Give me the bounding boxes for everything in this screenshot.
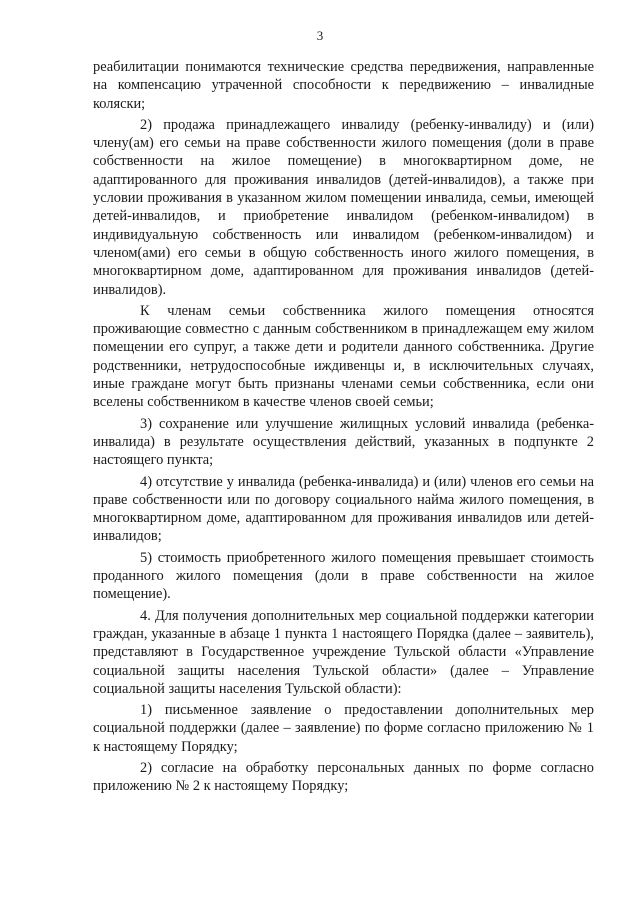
paragraph-subitem-1: 1) письменное заявление о предоставлении дополнительных мер социальной поддержки (далее – заявление) по форме согласно приложению № 1 к настоящему Порядку; bbox=[93, 702, 594, 755]
paragraph-item-4: 4) отсутствие у инвалида (ребенка-инвалида) и (или) членов его семьи на праве собственности или по договору социального найма жилого помещения, в многоквартирном доме, адаптированном для проживания инвалидов или детей-инвалидов; bbox=[93, 473, 594, 545]
paragraph-continuation: реабилитации понимаются технические средства передвижения, направленные на компенсацию утраченной способности к передвижению – инвалидные коляски; bbox=[93, 59, 594, 112]
paragraph-subitem-2: 2) согласие на обработку персональных данных по форме согласно приложению № 2 к настоящему Порядку; bbox=[93, 759, 594, 795]
paragraph-item-2: 2) продажа принадлежащего инвалиду (ребенку-инвалиду) и (или) члену(ам) его семьи на праве собственности жилого помещения (доли в праве собственности на жилое помещение) в многоквартирном доме, не адаптированного для проживания инвалидов (детей-инвалидов), а также при условии проживания в указанном жилом помещении инвалида, семьи, имеющей детей-инвалидов, и приобретение инвалидом (ребенком-инвалидом) в индивидуальную собственность или инвалидом (ребенком-инвалидом) и членом(ами) его семьи в общую собственность иного жилого помещения, в многоквартирном доме, адаптированном для проживания инвалидов (детей-инвалидов). bbox=[93, 116, 594, 298]
paragraph-item-3: 3) сохранение или улучшение жилищных условий инвалида (ребенка-инвалида) в результате осуществления действий, указанных в подпункте 2 настоящего пункта; bbox=[93, 415, 594, 469]
document-body bbox=[93, 58, 594, 796]
paragraph-item-5: 5) стоимость приобретенного жилого помещения превышает стоимость проданного жилого помещения (доли в праве собственности на жилое помещение). bbox=[93, 549, 594, 603]
page-number: 3 bbox=[316, 28, 324, 43]
paragraph-family-members: К членам семьи собственника жилого помещения относятся проживающие совместно с данным собственником в принадлежащем ему жилом помещении его супруг, а также дети и родители данного собственника. Другие родственники, нетрудоспособные иждивенцы и, в исключительных случаях, иные граждане могут быть признаны членами семьи собственника, если они вселены собственником в качестве членов своей семьи; bbox=[93, 302, 594, 411]
paragraph-section-4: 4. Для получения дополнительных мер социальной поддержки категории граждан, указанные в абзаце 1 пункта 1 настоящего Порядка (далее – заявитель), представляют в Государственное учреждение Тульской области «Управление социальной защиты населения Тульской области» (далее – Управление социальной защиты населения Тульской области): bbox=[93, 607, 594, 697]
